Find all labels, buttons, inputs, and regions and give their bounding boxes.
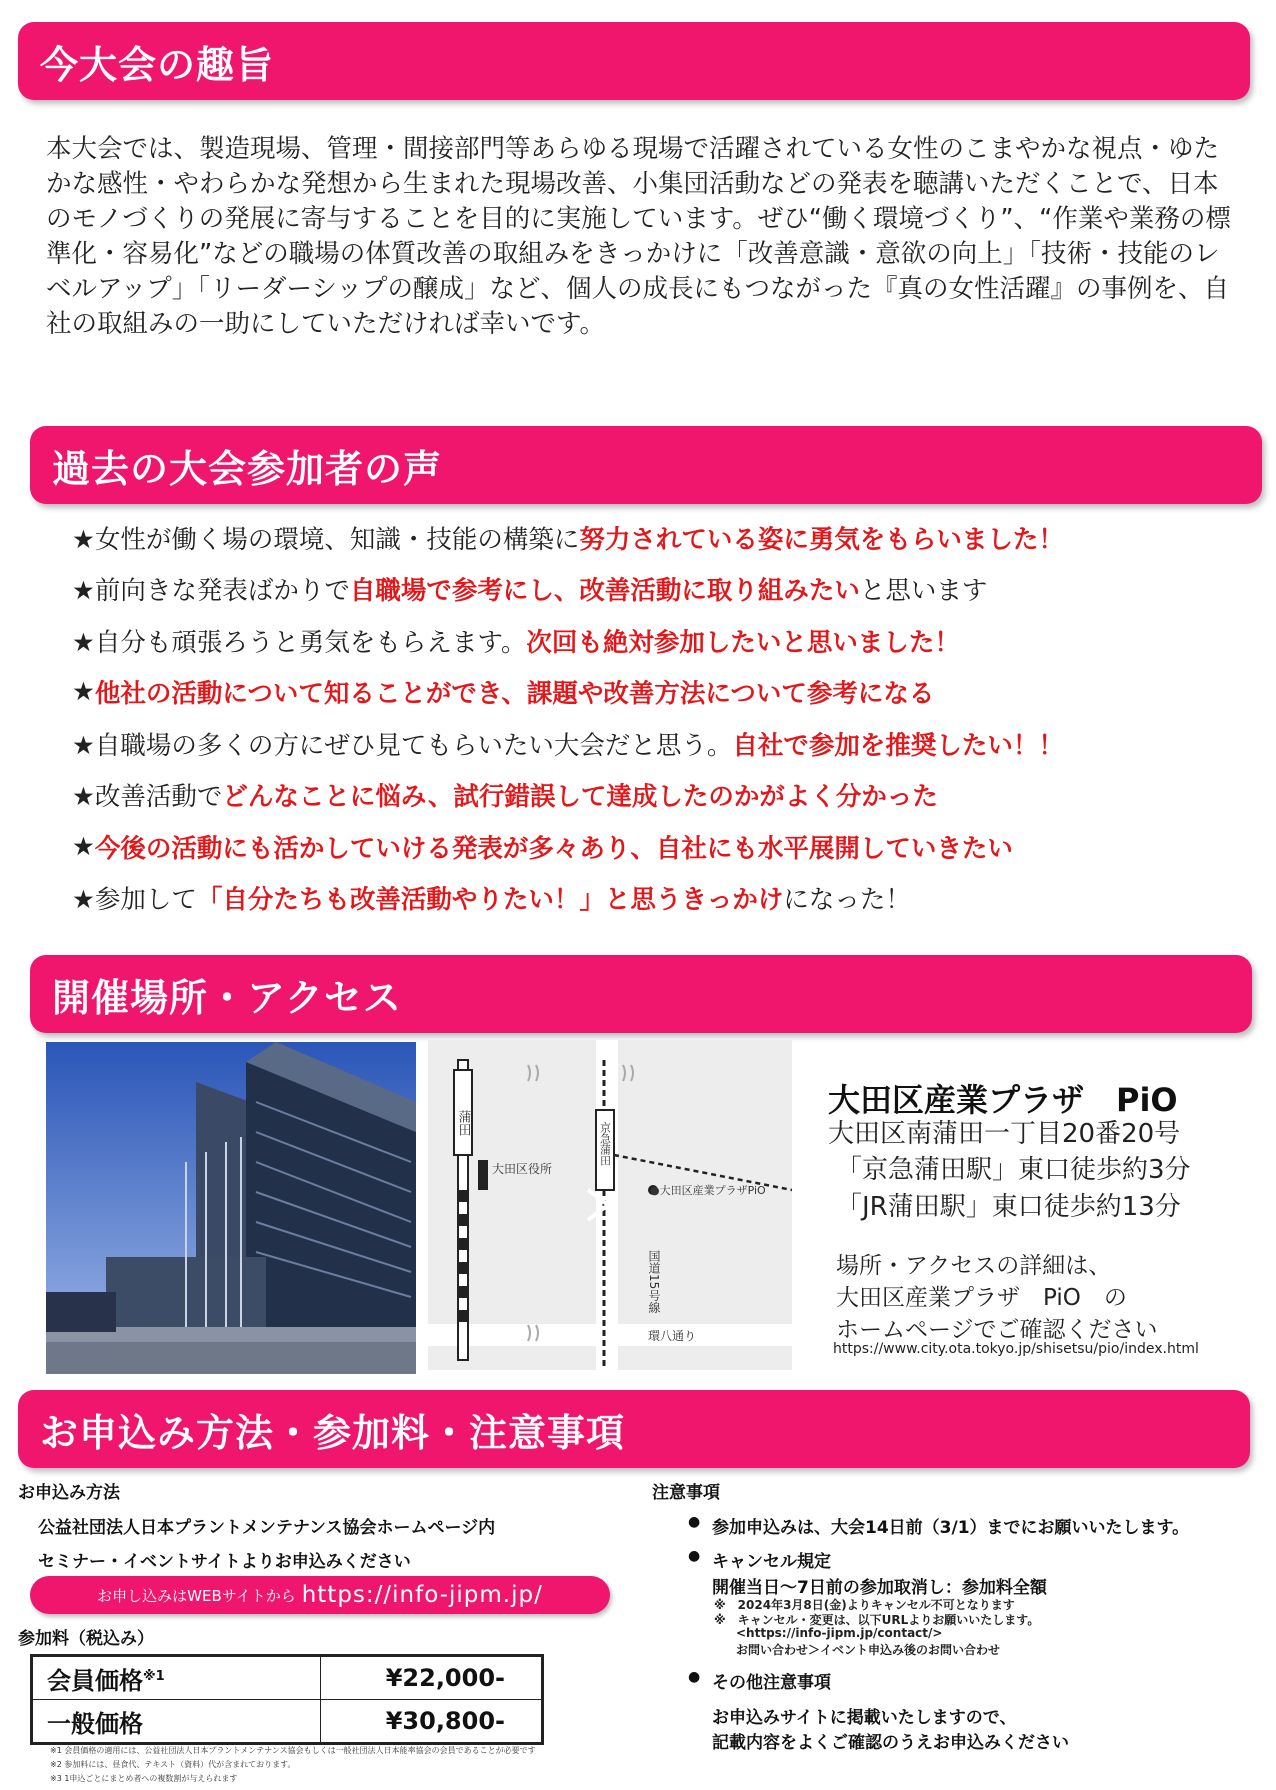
voice-highlight: 自職場で参考にし、改善活動に取り組みたい — [349, 576, 860, 607]
note-subline: ※ キャンセル・変更は、以下URLよりお願いいたします。 — [714, 1613, 1040, 1627]
table-row — [32, 1700, 543, 1744]
voice-text: ★自職場の多くの方にぜひ見てもらいたい大会だと思う。 — [72, 730, 733, 761]
access-map — [428, 1040, 792, 1370]
map-keikyu-label: 京急蒲田 — [598, 1122, 612, 1166]
notes-heading: 注意事項 — [652, 1483, 720, 1503]
fee-footnote: ※1 会員価格の適用には、公益社団法人日本プラントメンテナンス協会もしくは一般社団法人日本能率協会の会員であることが必要です — [50, 1746, 536, 1755]
note-subline: ※ 2024年3月8日(金)よりキャンセル不可となります — [714, 1598, 1015, 1612]
purpose-text: 本大会では、製造現場、管理・間接部門等あらゆる現場で活躍されている女性のこまやかな視点・ゆたかな感性・やわらかな発想から生まれた現場改善、小集団活動などの発表を聴講いただくことで、日本のモノづくりの発展に寄与することを目的に実施しています。ぜひ“働く環境づくり”、“作業や業務の標準化・容易化”などの職場の体質改善の取組みをきっかけに「改善意識・意欲の向上」「技術・技能のレベルアップ」「リーダーシップの醸成」など、個人の成長にもつながった『真の女性活躍』の事例を、自社の取組みの一助にしていただければ幸いです。 — [46, 134, 1231, 339]
voice-text: ★ — [72, 831, 95, 862]
section-header-purpose — [18, 22, 1250, 100]
voice-item — [72, 564, 1252, 616]
voice-text: ★ — [72, 677, 95, 708]
venue-detail-line: 場所・アクセスの詳細は、 — [836, 1253, 1112, 1279]
venue-detail-line: ホームページでご確認ください — [836, 1317, 1158, 1343]
venue-url-link[interactable]: https://www.city.ota.tokyo.jp/shisetsu/pio/index.html — [833, 1341, 1199, 1357]
website-link-prefix: お申し込みはWEBサイトから — [97, 1586, 296, 1605]
voice-text: と思います — [859, 576, 988, 607]
venue-photo — [46, 1042, 416, 1374]
fee-footnote: ※3 1申込ごとにまとめ者への複数割が与えられます — [50, 1774, 238, 1783]
note-detail: 記載内容をよくご確認のうえお申込みください — [712, 1733, 1069, 1753]
fee-heading: 参加料（税込み） — [18, 1629, 154, 1649]
voice-highlight: 努力されている姿に勇気をもらいました！ — [579, 524, 1064, 555]
venue-address: 大田区南蒲田一丁目20番20号 — [828, 1119, 1181, 1149]
section-header-application — [18, 1390, 1250, 1468]
voice-text: ★自分も頑張ろうと勇気をもらえます。 — [72, 627, 527, 658]
note-subline: お問い合わせ＞イベント申込み後のお問い合わせ — [736, 1643, 1001, 1657]
section-header-access — [30, 955, 1252, 1033]
voice-text: ★前向きな発表ばかりで — [72, 576, 350, 607]
note-item: ● その他注意事項 — [712, 1668, 831, 1693]
map-route15: 国道15号線 — [647, 1250, 661, 1314]
voice-text: ★女性が働く場の環境、知識・技能の構築に — [72, 524, 580, 555]
section-title: 過去の大会参加者の声 — [52, 446, 443, 491]
voice-item — [72, 512, 1252, 564]
voice-highlight: どんなことに悩み、試行錯誤して達成したのかがよく分かった — [222, 782, 938, 813]
fee-price: ¥30,800- — [321, 1700, 543, 1744]
note-detail: お申込みサイトに掲載いたしますので、 — [712, 1708, 1017, 1728]
application-heading: お申込み方法 — [18, 1483, 120, 1503]
voice-item — [72, 770, 1252, 822]
section-title: 開催場所・アクセス — [52, 975, 402, 1020]
application-line: 公益社団法人日本プラントメンテナンス協会ホームページ内 — [38, 1518, 496, 1538]
voice-highlight: 自社で参加を推奨したい！！ — [732, 730, 1064, 761]
contact-url-link[interactable]: <https://info-jipm.jp/contact/> — [736, 1626, 943, 1640]
website-link-url[interactable]: https://info-jipm.jp/ — [301, 1582, 543, 1608]
voice-item — [72, 821, 1252, 873]
map-station-label: 蒲田 — [455, 1110, 471, 1136]
map-venue-marker: ●大田区産業プラザPiO — [650, 1184, 766, 1197]
table-row — [32, 1656, 543, 1700]
fee-footnote: ※2 参加料には、昼食代、テキスト（資料）代が含まれております。 — [50, 1760, 296, 1769]
fee-label: 一般価格 — [32, 1700, 321, 1744]
voice-item — [72, 667, 1252, 719]
voice-item — [72, 873, 1252, 925]
venue-detail-line: 大田区産業プラザ PiO の — [836, 1285, 1127, 1311]
voice-item — [72, 615, 1252, 667]
application-line: セミナー・イベントサイトよりお申込みください — [38, 1552, 411, 1572]
voice-text: ★改善活動で — [72, 782, 223, 813]
fee-price: ¥22,000- — [321, 1656, 543, 1700]
section-header-voices — [30, 426, 1262, 504]
venue-keikyu-access: 「京急蒲田駅」東口徒歩約3分 — [836, 1155, 1191, 1185]
venue-name: 大田区産業プラザ PiO — [828, 1081, 1178, 1119]
note-detail: 開催当日～7日前の参加取消し：参加料全額 — [712, 1578, 1047, 1598]
fee-label: 会員価格$^{※1}$ — [32, 1656, 321, 1700]
voice-highlight: 今後の活動にも活かしていける発表が多々あり、自社にも水平展開していきたい — [94, 833, 1013, 864]
voice-highlight: 他社の活動について知ることができ、課題や改善方法について参考になる — [94, 679, 935, 710]
voice-text: になった！ — [783, 885, 911, 916]
note-item: ● キャンセル規定 — [712, 1547, 831, 1572]
section-title: お申込み方法・参加料・注意事項 — [40, 1410, 626, 1455]
venue-jr-access: 「JR蒲田駅」東口徒歩約13分 — [836, 1192, 1181, 1222]
note-item: ● 参加申込みは、大会14日前（3/1）までにお願いいたします。 — [712, 1513, 1189, 1538]
map-kanpachi: 環八通り — [648, 1329, 697, 1343]
section-title: 今大会の趣旨 — [40, 42, 275, 87]
voice-highlight: 「自分たちも改善活動やりたい！」と思うきっかけ — [196, 885, 784, 916]
voice-highlight: 次回も絶対参加したいと思いました！ — [526, 627, 960, 658]
fee-table — [30, 1654, 544, 1745]
voice-item — [72, 718, 1252, 770]
website-link-button[interactable] — [30, 1576, 610, 1614]
voices-list — [72, 512, 1252, 924]
map-city-office: 大田区役所 — [492, 1162, 553, 1176]
voice-text: ★参加して — [72, 885, 197, 916]
